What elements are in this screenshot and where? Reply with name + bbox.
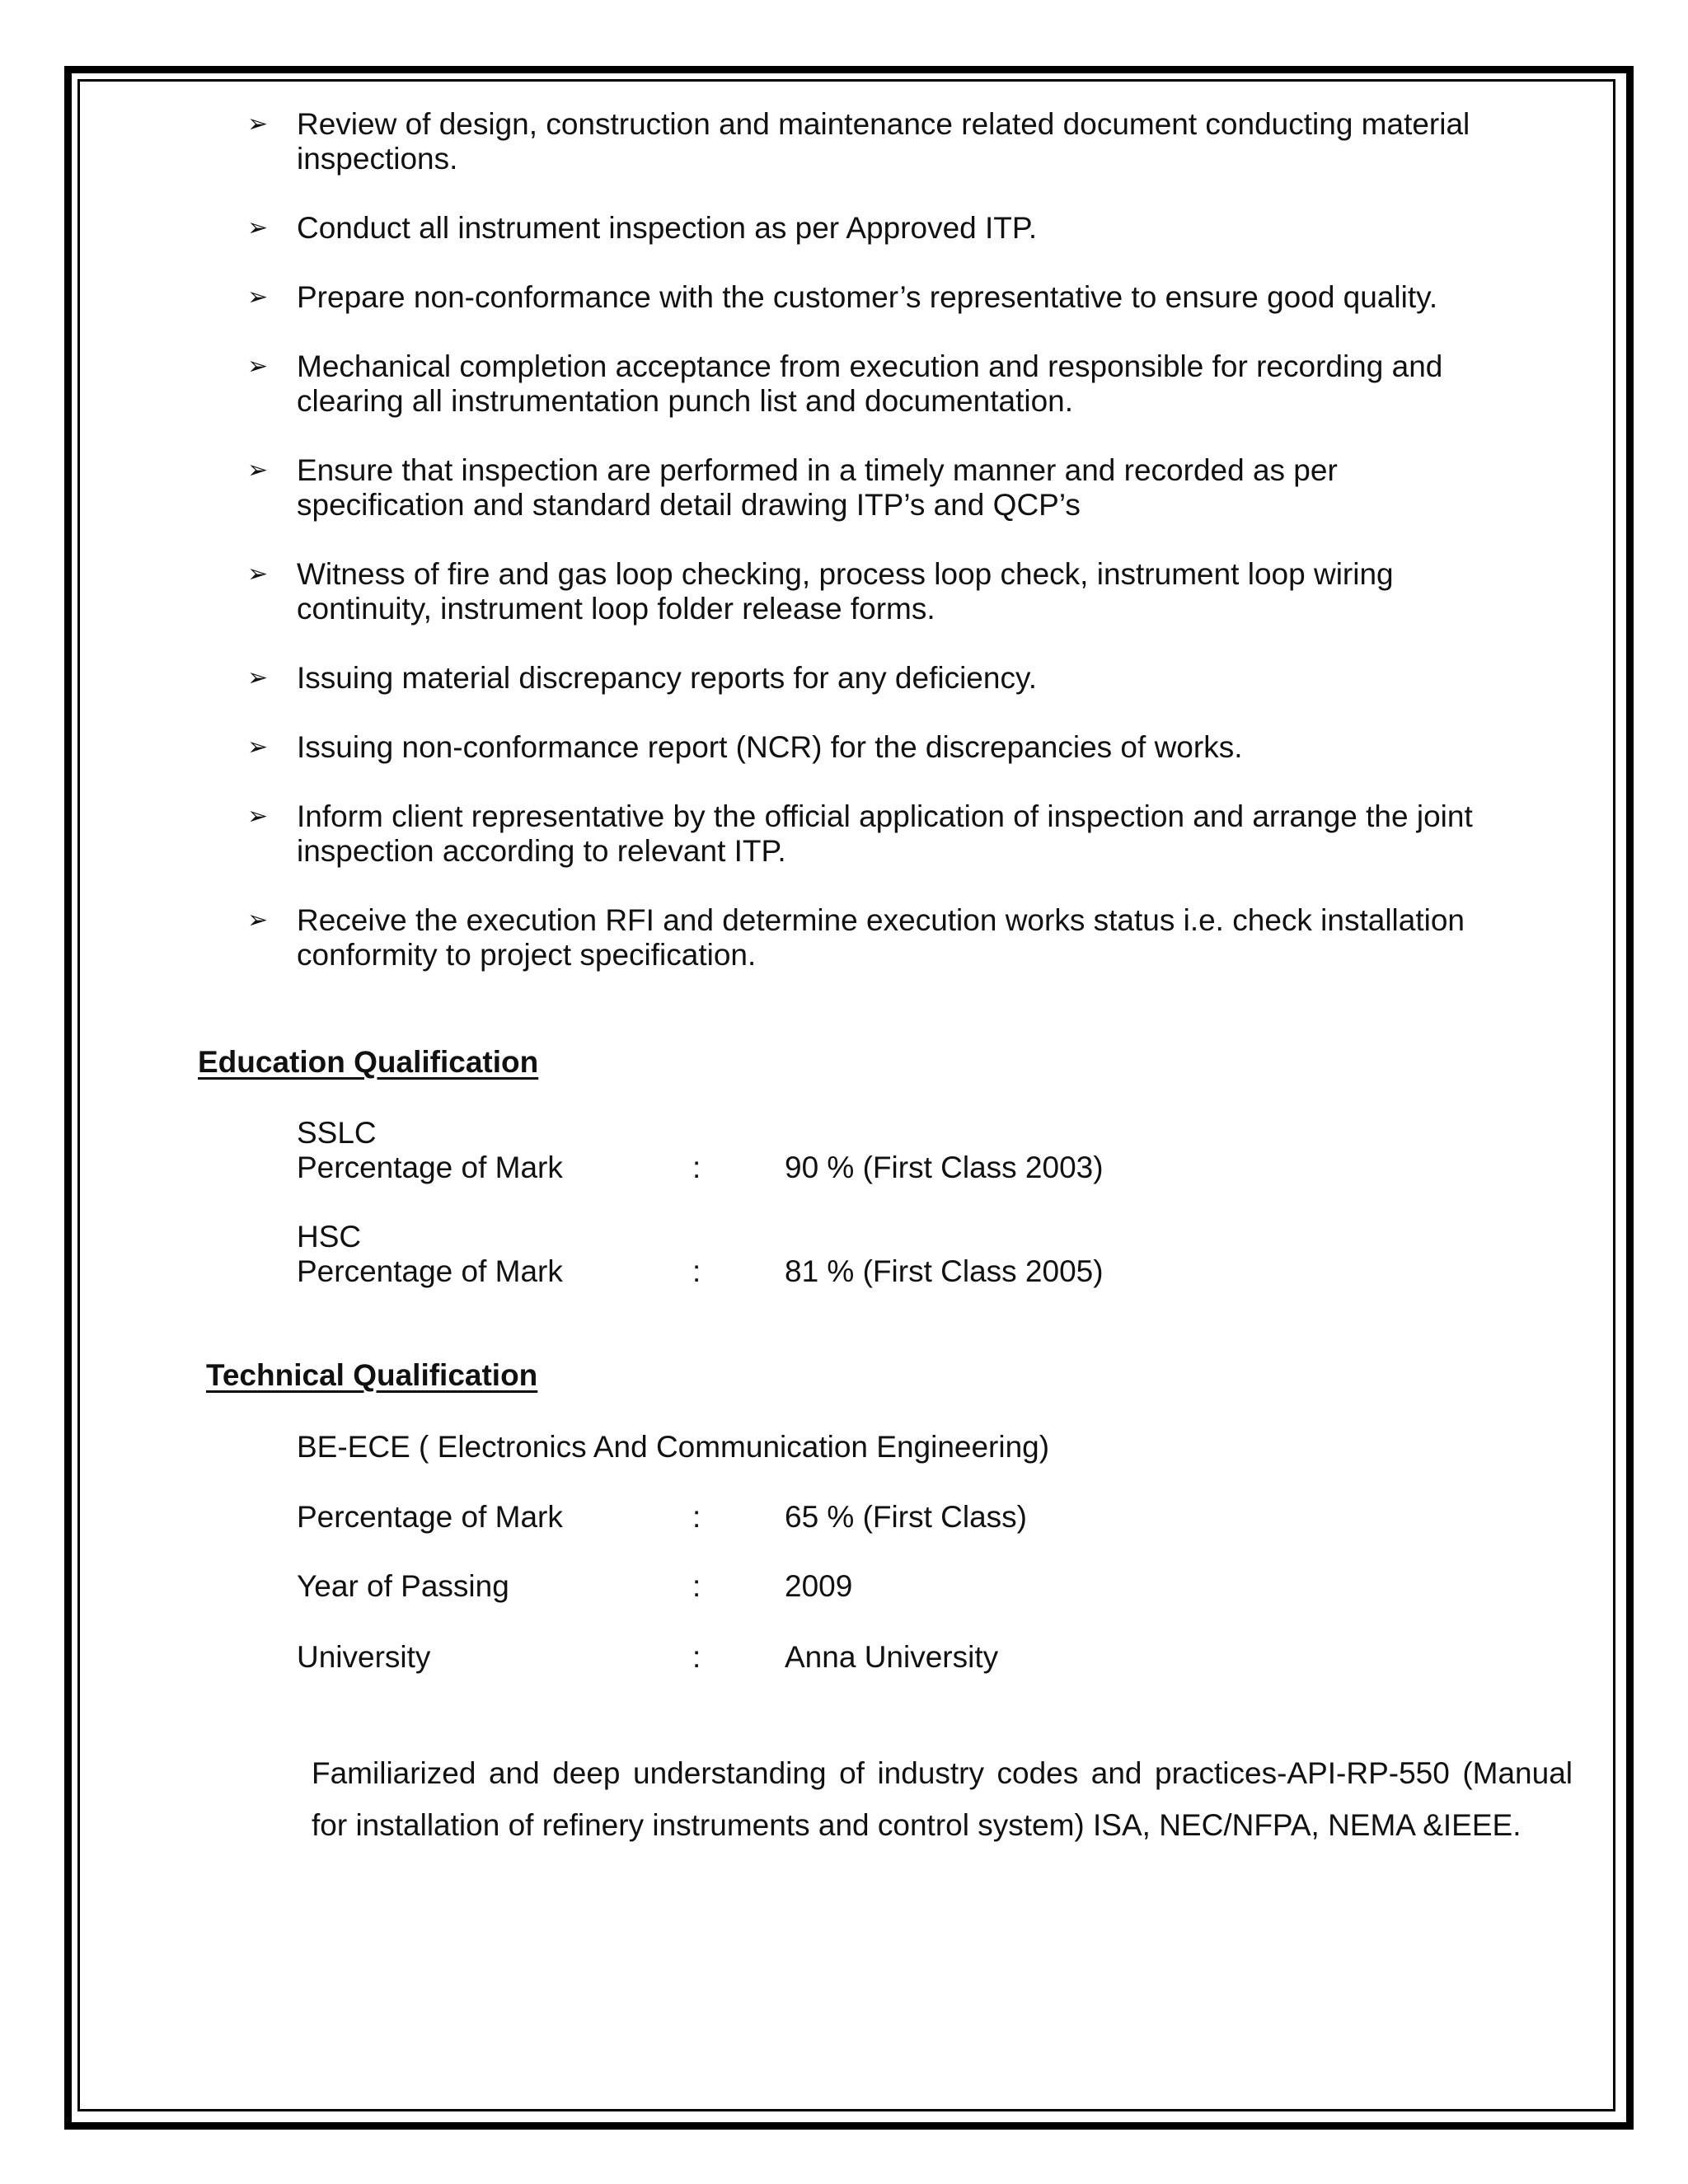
hsc-value: 81 % (First Class 2005) <box>785 1254 1104 1288</box>
tech-row-label: Year of Passing <box>297 1569 509 1603</box>
list-item-text: Mechanical completion acceptance from execution and responsible for recording and clearing all instrumentation punch list and documentation. <box>297 349 1443 418</box>
familiarity-note: Familiarized and deep understanding of industry codes and practices-API-RP-550 (Manual for installation of refinery instruments and control system) ISA, NEC/NFPA, NEMA &IEEE. <box>312 1756 1573 1842</box>
list-item <box>247 280 1437 315</box>
list-item <box>247 799 1484 869</box>
list-item <box>247 903 1484 972</box>
tech-row-value: Anna University <box>785 1640 999 1674</box>
arrow-bullet-icon: ➢ <box>247 457 269 484</box>
list-item <box>247 107 1484 176</box>
degree-name: BE-ECE ( Electronics And Communication Engineering) <box>297 1430 1050 1464</box>
list-item <box>247 661 1037 696</box>
tech-row-value: 2009 <box>785 1569 853 1603</box>
tech-row-separator: : <box>692 1640 701 1674</box>
list-item-text: Witness of fire and gas loop checking, process loop check, instrument loop wiring continuity, instrument loop folder release forms. <box>297 557 1394 626</box>
arrow-bullet-icon: ➢ <box>247 803 269 830</box>
arrow-bullet-icon: ➢ <box>247 214 269 241</box>
arrow-bullet-icon: ➢ <box>247 907 269 934</box>
list-item <box>247 211 1037 246</box>
list-item-text: Prepare non-conformance with the customer’s representative to ensure good quality. <box>297 280 1438 314</box>
list-item-text: Conduct all instrument inspection as per Approved ITP. <box>297 211 1038 245</box>
hsc-separator: : <box>692 1254 701 1288</box>
sslc-label: Percentage of Mark <box>297 1151 563 1184</box>
arrow-bullet-icon: ➢ <box>247 560 269 588</box>
tech-row-value: 65 % (First Class) <box>785 1500 1027 1534</box>
list-item-text: Ensure that inspection are performed in a timely manner and recorded as per specification and standard detail drawing ITP’s and QCP’s <box>297 453 1338 522</box>
technical-heading: Technical Qualification <box>206 1358 538 1392</box>
list-item-text: Issuing non-conformance report (NCR) for the discrepancies of works. <box>297 730 1243 764</box>
list-item <box>247 349 1484 419</box>
list-item-text: Review of design, construction and maintenance related document conducting material inspections. <box>297 107 1470 176</box>
sslc-separator: : <box>692 1151 701 1184</box>
arrow-bullet-icon: ➢ <box>247 110 269 138</box>
hsc-label: Percentage of Mark <box>297 1254 563 1288</box>
list-item-text: Inform client representative by the official application of inspection and arrange the joint inspection according to relevant ITP. <box>297 799 1473 868</box>
list-item-text: Receive the execution RFI and determine execution works status i.e. check installation conformity to project specification. <box>297 903 1465 972</box>
tech-row-label: University <box>297 1640 431 1674</box>
list-item <box>247 730 1242 765</box>
sslc-value: 90 % (First Class 2003) <box>785 1151 1104 1184</box>
tech-row-separator: : <box>692 1500 701 1534</box>
list-item <box>247 453 1484 523</box>
arrow-bullet-icon: ➢ <box>247 353 269 380</box>
tech-row-label: Percentage of Mark <box>297 1500 563 1534</box>
arrow-bullet-icon: ➢ <box>247 664 269 691</box>
hsc-title: HSC <box>297 1220 362 1254</box>
list-item <box>247 557 1484 626</box>
sslc-title: SSLC <box>297 1116 377 1150</box>
arrow-bullet-icon: ➢ <box>247 284 269 311</box>
list-item-text: Issuing material discrepancy reports for any deficiency. <box>297 661 1037 695</box>
tech-row-separator: : <box>692 1569 701 1603</box>
arrow-bullet-icon: ➢ <box>247 733 269 761</box>
education-heading: Education Qualification <box>198 1045 539 1079</box>
